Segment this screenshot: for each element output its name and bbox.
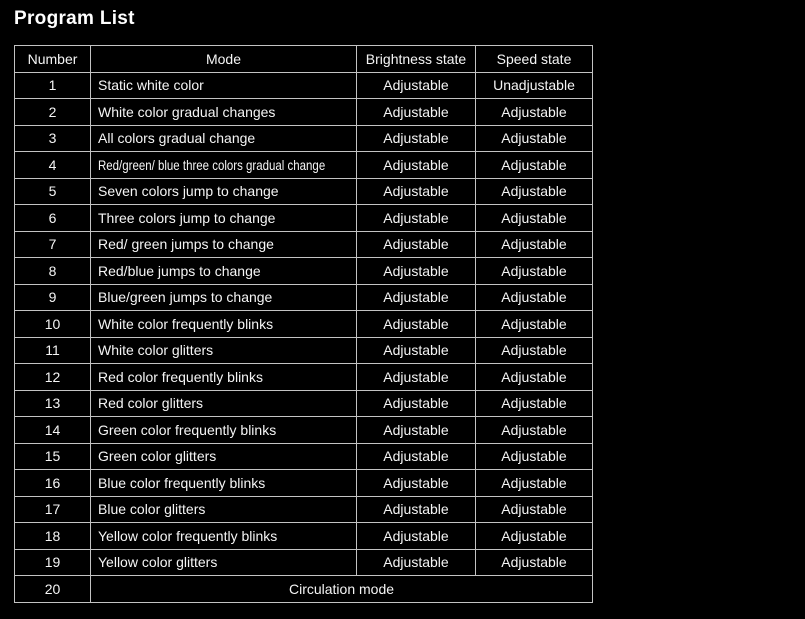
table-row bbox=[15, 231, 593, 258]
cell-speed: Adjustable bbox=[476, 311, 593, 338]
table-row bbox=[15, 549, 593, 576]
cell-brightness: Adjustable bbox=[357, 231, 476, 258]
table-row bbox=[15, 311, 593, 338]
cell-brightness: Adjustable bbox=[357, 337, 476, 364]
cell-brightness: Adjustable bbox=[357, 496, 476, 523]
table-row bbox=[15, 470, 593, 497]
cell-number: 8 bbox=[15, 258, 91, 285]
table-row bbox=[15, 417, 593, 444]
cell-number: 4 bbox=[15, 152, 91, 179]
cell-speed: Adjustable bbox=[476, 152, 593, 179]
cell-brightness: Adjustable bbox=[357, 549, 476, 576]
cell-mode: White color frequently blinks bbox=[91, 311, 357, 338]
cell-mode-text: Red/green/ blue three colors gradual change bbox=[98, 156, 326, 173]
cell-brightness: Adjustable bbox=[357, 178, 476, 205]
cell-mode: White color glitters bbox=[91, 337, 357, 364]
cell-mode: Green color glitters bbox=[91, 443, 357, 470]
cell-brightness: Adjustable bbox=[357, 523, 476, 550]
cell-brightness: Adjustable bbox=[357, 443, 476, 470]
header-speed-state: Speed state bbox=[476, 46, 593, 73]
table-row bbox=[15, 496, 593, 523]
cell-mode: All colors gradual change bbox=[91, 125, 357, 152]
table-row bbox=[15, 205, 593, 232]
cell-number: 19 bbox=[15, 549, 91, 576]
table-row bbox=[15, 364, 593, 391]
cell-brightness: Adjustable bbox=[357, 258, 476, 285]
cell-number: 18 bbox=[15, 523, 91, 550]
cell-speed: Adjustable bbox=[476, 549, 593, 576]
table-row bbox=[15, 337, 593, 364]
cell-mode bbox=[91, 152, 357, 179]
cell-number: 20 bbox=[15, 576, 91, 603]
cell-number: 10 bbox=[15, 311, 91, 338]
table-row bbox=[15, 152, 593, 179]
cell-mode: Blue color frequently blinks bbox=[91, 470, 357, 497]
cell-number: 3 bbox=[15, 125, 91, 152]
cell-mode: Red/blue jumps to change bbox=[91, 258, 357, 285]
cell-number: 16 bbox=[15, 470, 91, 497]
cell-number: 17 bbox=[15, 496, 91, 523]
cell-number: 7 bbox=[15, 231, 91, 258]
cell-brightness: Adjustable bbox=[357, 72, 476, 99]
table-row-circulation bbox=[15, 576, 593, 603]
table-row bbox=[15, 258, 593, 285]
cell-mode: Blue/green jumps to change bbox=[91, 284, 357, 311]
cell-speed: Adjustable bbox=[476, 125, 593, 152]
cell-speed: Adjustable bbox=[476, 231, 593, 258]
cell-mode: Seven colors jump to change bbox=[91, 178, 357, 205]
cell-mode-merged: Circulation mode bbox=[91, 576, 593, 603]
table-row bbox=[15, 443, 593, 470]
cell-brightness: Adjustable bbox=[357, 390, 476, 417]
cell-number: 15 bbox=[15, 443, 91, 470]
cell-mode: White color gradual changes bbox=[91, 99, 357, 126]
cell-speed: Adjustable bbox=[476, 205, 593, 232]
cell-brightness: Adjustable bbox=[357, 152, 476, 179]
cell-speed: Adjustable bbox=[476, 258, 593, 285]
cell-mode: Red/ green jumps to change bbox=[91, 231, 357, 258]
cell-mode: Green color frequently blinks bbox=[91, 417, 357, 444]
cell-mode: Red color glitters bbox=[91, 390, 357, 417]
cell-speed: Adjustable bbox=[476, 284, 593, 311]
cell-speed: Adjustable bbox=[476, 470, 593, 497]
cell-number: 14 bbox=[15, 417, 91, 444]
cell-brightness: Adjustable bbox=[357, 364, 476, 391]
cell-mode: Red color frequently blinks bbox=[91, 364, 357, 391]
cell-number: 5 bbox=[15, 178, 91, 205]
table-row bbox=[15, 99, 593, 126]
cell-number: 2 bbox=[15, 99, 91, 126]
table-row bbox=[15, 523, 593, 550]
cell-speed: Unadjustable bbox=[476, 72, 593, 99]
cell-number: 11 bbox=[15, 337, 91, 364]
table-row bbox=[15, 390, 593, 417]
cell-mode: Static white color bbox=[91, 72, 357, 99]
cell-number: 6 bbox=[15, 205, 91, 232]
header-brightness-state: Brightness state bbox=[357, 46, 476, 73]
table-header-row bbox=[15, 46, 593, 73]
cell-number: 13 bbox=[15, 390, 91, 417]
cell-brightness: Adjustable bbox=[357, 284, 476, 311]
program-list-table bbox=[14, 45, 593, 603]
cell-speed: Adjustable bbox=[476, 390, 593, 417]
cell-brightness: Adjustable bbox=[357, 125, 476, 152]
table-row bbox=[15, 178, 593, 205]
cell-brightness: Adjustable bbox=[357, 417, 476, 444]
cell-brightness: Adjustable bbox=[357, 205, 476, 232]
cell-mode: Three colors jump to change bbox=[91, 205, 357, 232]
cell-speed: Adjustable bbox=[476, 337, 593, 364]
cell-speed: Adjustable bbox=[476, 496, 593, 523]
cell-mode: Yellow color frequently blinks bbox=[91, 523, 357, 550]
cell-number: 9 bbox=[15, 284, 91, 311]
header-number: Number bbox=[15, 46, 91, 73]
cell-mode: Blue color glitters bbox=[91, 496, 357, 523]
table-row bbox=[15, 125, 593, 152]
cell-speed: Adjustable bbox=[476, 178, 593, 205]
cell-speed: Adjustable bbox=[476, 417, 593, 444]
cell-brightness: Adjustable bbox=[357, 311, 476, 338]
cell-brightness: Adjustable bbox=[357, 99, 476, 126]
cell-brightness: Adjustable bbox=[357, 470, 476, 497]
table-row bbox=[15, 72, 593, 99]
cell-number: 1 bbox=[15, 72, 91, 99]
cell-speed: Adjustable bbox=[476, 364, 593, 391]
cell-number: 12 bbox=[15, 364, 91, 391]
cell-speed: Adjustable bbox=[476, 443, 593, 470]
header-mode: Mode bbox=[91, 46, 357, 73]
cell-mode: Yellow color glitters bbox=[91, 549, 357, 576]
page-title: Program List bbox=[14, 8, 135, 29]
cell-speed: Adjustable bbox=[476, 523, 593, 550]
cell-speed: Adjustable bbox=[476, 99, 593, 126]
table-row bbox=[15, 284, 593, 311]
